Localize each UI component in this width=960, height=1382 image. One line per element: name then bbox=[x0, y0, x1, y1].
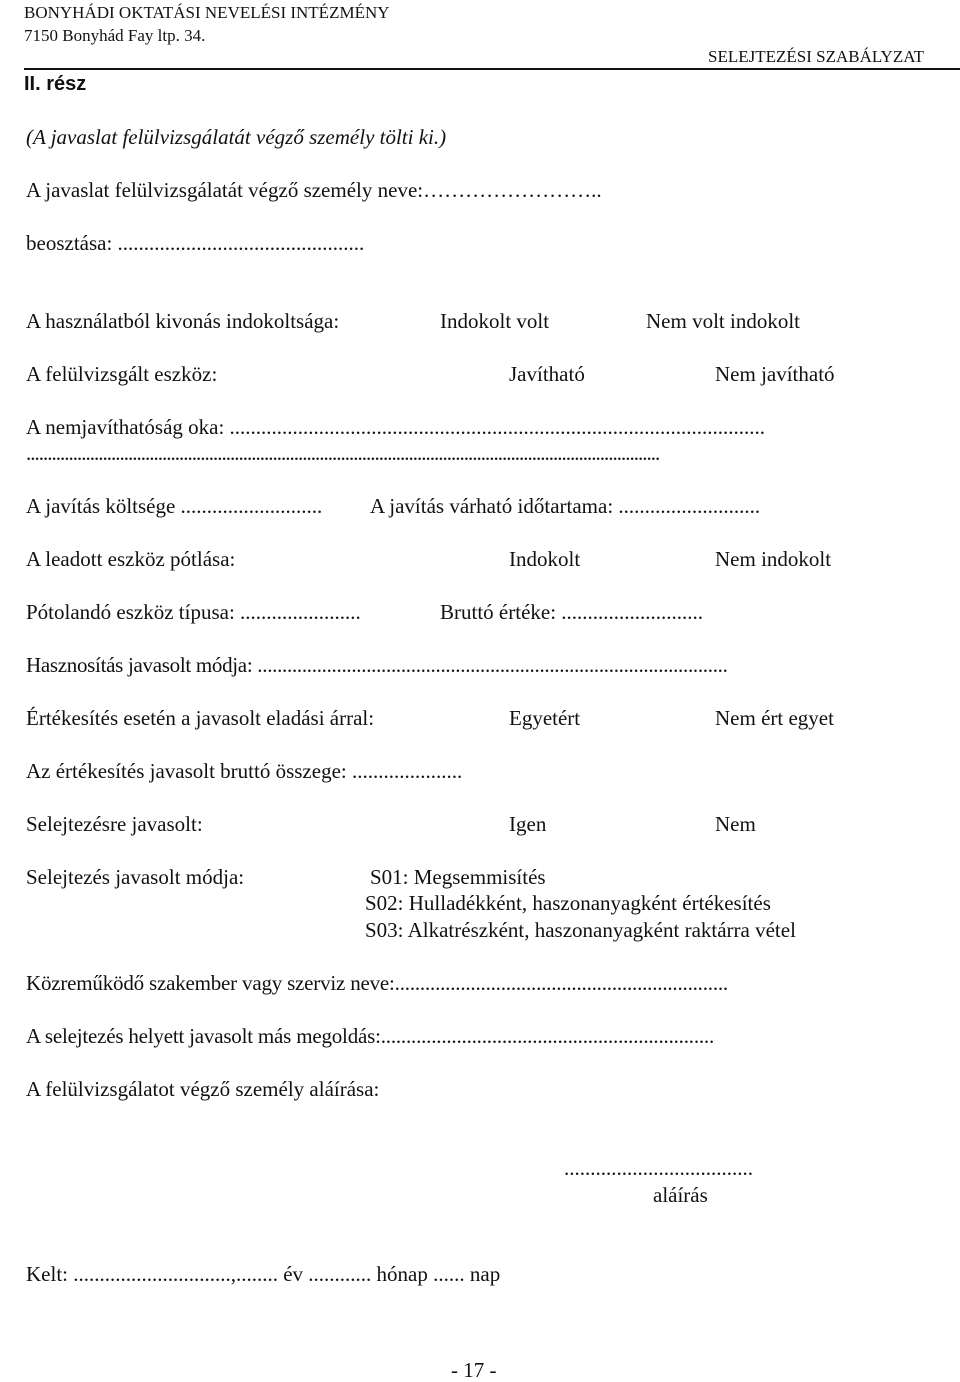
disposal-proposed-option-yes: Igen bbox=[509, 812, 547, 836]
reviewer-name-field: A javaslat felülvizsgálatát végző személy neve:…………………….. bbox=[26, 178, 602, 202]
disposal-proposed-option-no: Nem bbox=[715, 812, 756, 836]
header-divider bbox=[24, 68, 960, 70]
disposal-proposed-label: Selejtezésre javasolt: bbox=[26, 812, 203, 836]
section-title: II. rész bbox=[24, 73, 87, 95]
instruction-text: (A javaslat felülvizsgálatát végző személy tölti ki.) bbox=[26, 125, 447, 149]
document-title: SELEJTEZÉSI SZABÁLYZAT bbox=[708, 47, 924, 66]
contributor-field: Közreműködő szakember vagy szerviz neve:.................................................................. bbox=[26, 971, 728, 995]
institution-name: BONYHÁDI OKTATÁSI NEVELÉSI INTÉZMÉNY bbox=[24, 3, 390, 22]
sale-price-label: Értékesítés esetén a javasolt eladási árral: bbox=[26, 706, 375, 730]
alternative-solution-field: A selejtezés helyett javasolt más megoldás:.................................................................. bbox=[26, 1024, 715, 1048]
sale-price-option-disagree: Nem ért egyet bbox=[715, 706, 834, 730]
signature-line: .................................... bbox=[564, 1156, 753, 1180]
unrepairable-reason-line1: A nemjavíthatóság oka: ...................................................................................................... bbox=[26, 415, 766, 439]
institution-address: 7150 Bonyhád Fay ltp. 34. bbox=[24, 26, 206, 45]
disposal-method-label: Selejtezés javasolt módja: bbox=[26, 865, 245, 889]
page-number: - 17 - bbox=[451, 1358, 497, 1382]
disposal-method-s01: S01: Megsemmisítés bbox=[370, 865, 546, 889]
replacement-type-field: Pótolandó eszköz típusa: ....................... bbox=[26, 600, 361, 624]
date-field: Kelt: ..............................,........ év ............ hónap ...... nap bbox=[26, 1262, 501, 1286]
position-field: beosztása: ............................................... bbox=[26, 231, 365, 255]
disposal-method-s03: S03: Alkatrészként, haszonanyagként raktárra vétel bbox=[365, 918, 796, 942]
repairable-label: A felülvizsgált eszköz: bbox=[26, 362, 218, 386]
sale-price-option-agree: Egyetért bbox=[509, 706, 581, 730]
replacement-option-justified: Indokolt bbox=[509, 547, 581, 571]
replacement-label: A leadott eszköz pótlása: bbox=[26, 547, 236, 571]
repairable-option-no: Nem javítható bbox=[715, 362, 835, 386]
replacement-option-not-justified: Nem indokolt bbox=[715, 547, 832, 571]
signature-caption: aláírás bbox=[653, 1183, 708, 1207]
repairable-option-yes: Javítható bbox=[509, 362, 585, 386]
justification-label: A használatból kivonás indokoltsága: bbox=[26, 309, 340, 333]
repair-duration-field: A javítás várható időtartama: ........................... bbox=[370, 494, 761, 518]
justification-option-justified: Indokolt volt bbox=[440, 309, 550, 333]
unrepairable-reason-line2: ..................................................................................................................................................... bbox=[26, 441, 660, 465]
repair-cost-field: A javítás költsége ........................... bbox=[26, 494, 323, 518]
signature-label: A felülvizsgálatot végző személy aláírása: bbox=[26, 1077, 380, 1101]
gross-value-field: Bruttó értéke: ........................... bbox=[440, 600, 704, 624]
justification-option-not-justified: Nem volt indokolt bbox=[646, 309, 800, 333]
sale-amount-field: Az értékesítés javasolt bruttó összege: ..................... bbox=[26, 759, 463, 783]
utilization-field: Hasznosítás javasolt módja: ............................................................................................... bbox=[26, 653, 728, 677]
disposal-method-s02: S02: Hulladékként, haszonanyagként értékesítés bbox=[365, 891, 771, 915]
